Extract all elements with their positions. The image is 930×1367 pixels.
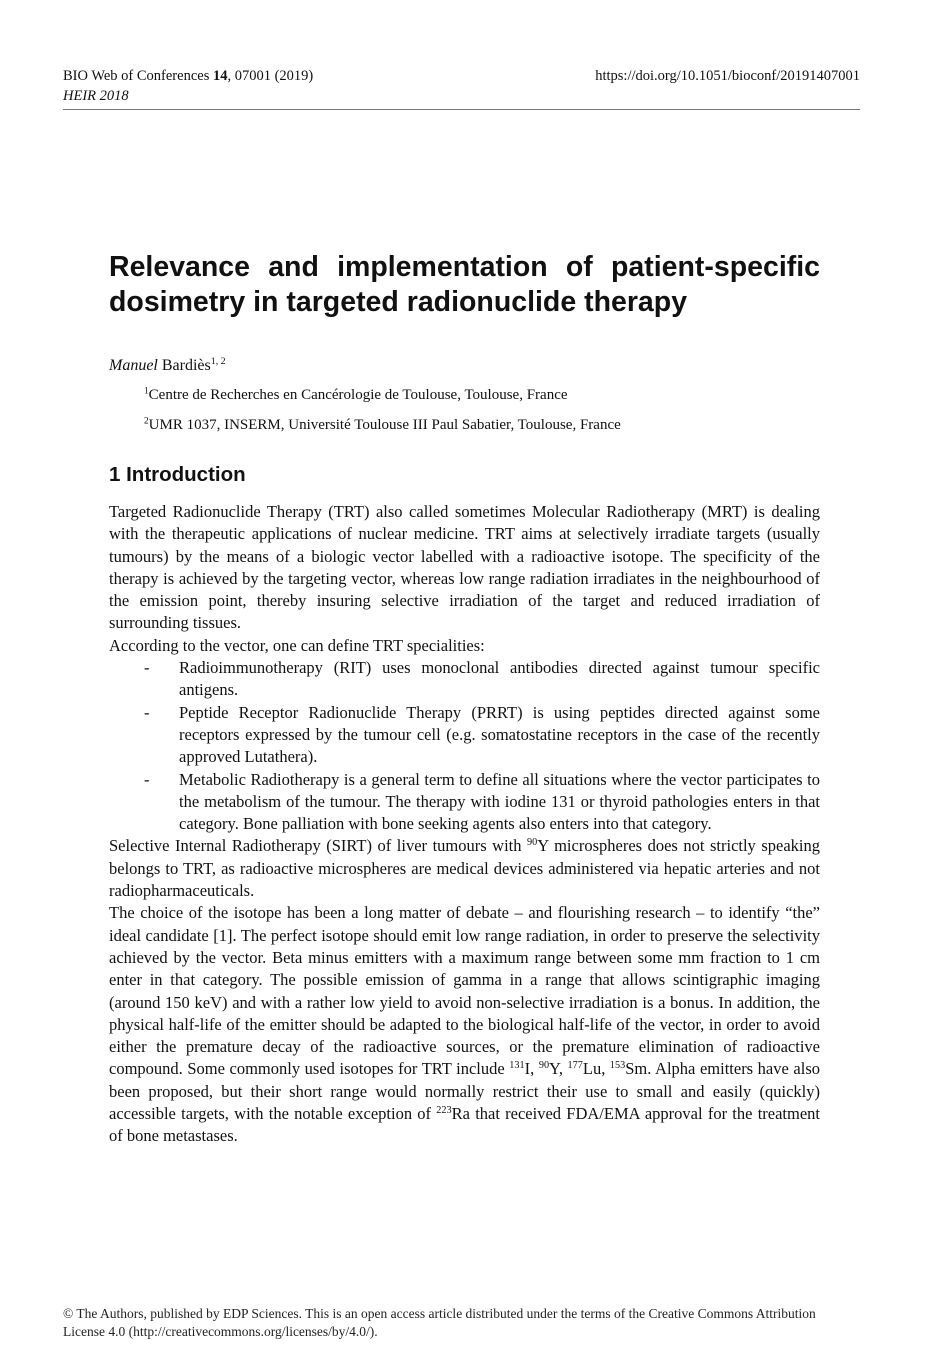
author-affiliation-marks: 1, 2 bbox=[210, 356, 226, 368]
paragraph-4-text: Sm. Alpha emitters have also been proposed, but their short range would normally restrict their use to small and easily (quickly) accessible targets, with the notable exception of bbox=[109, 1059, 820, 1124]
running-header bbox=[63, 66, 860, 106]
isotope-symbol: Y, bbox=[549, 1059, 568, 1079]
author-last-name: Bardiès bbox=[157, 357, 211, 374]
isotope-mass-number: 153 bbox=[609, 1060, 626, 1072]
affiliation-1 bbox=[144, 385, 820, 405]
conference-prefix: BIO Web of Conferences bbox=[63, 68, 213, 84]
affiliation-2-text: UMR 1037, INSERM, Université Toulouse III Paul Sabatier, Toulouse, France bbox=[148, 417, 621, 433]
doi-link[interactable]: https://doi.org/10.1051/bioconf/20191407001 bbox=[595, 68, 860, 84]
isotope-mass-number: 90 bbox=[538, 1060, 550, 1072]
paragraph-4 bbox=[109, 902, 820, 1147]
list-item-text: Peptide Receptor Radionuclide Therapy (PRRT) is using peptides directed against some receptors expressed by the tumour cell (e.g. somatostatine receptors in the case of the recently approved Lutathera). bbox=[179, 702, 820, 767]
paragraph-3 bbox=[109, 835, 820, 902]
list-item-text: Metabolic Radiotherapy is a general term to define all situations where the vector participates to the metabolism of the tumour. The therapy with iodine 131 or thyroid pathologies enters in that category. Bone palliation with bone seeking agents also enters into that category. bbox=[179, 769, 820, 834]
affiliation-2-mark: 2 bbox=[144, 416, 149, 427]
isotope-mass-number: 90 bbox=[527, 837, 538, 849]
list-item bbox=[109, 657, 820, 702]
volume-number: 14 bbox=[212, 68, 228, 84]
isotope-mass-number: 223 bbox=[436, 1104, 452, 1116]
list-item-text: Radioimmunotherapy (RIT) uses monoclonal antibodies directed against tumour specific antigens. bbox=[179, 658, 820, 700]
header-left bbox=[63, 66, 313, 106]
header-divider bbox=[63, 109, 860, 110]
isotope-mass-number: 131 bbox=[509, 1060, 525, 1072]
event-name: HEIR 2018 bbox=[63, 88, 129, 104]
list-item bbox=[109, 702, 820, 769]
bullet-dash: - bbox=[144, 702, 150, 722]
paragraph-1: Targeted Radionuclide Therapy (TRT) also called sometimes Molecular Radiotherapy (MRT) is dealing with the therapeutic applications of nuclear medicine. TRT aims at selectively irradiate targets (usually tumours) by the means of a biologic vector labelled with a radioactive isotope. The specificity of the therapy is achieved by the targeting vector, whereas low range radiation irradiates in the neighbourhood of the emission point, thereby insuring selective irradiation of the target and reduced irradiation of surrounding tissues. bbox=[109, 502, 820, 633]
list-item bbox=[109, 769, 820, 836]
author-first-name: Manuel bbox=[109, 357, 158, 374]
affiliations bbox=[109, 385, 820, 435]
conference-citation bbox=[63, 66, 313, 86]
author-line bbox=[109, 356, 820, 376]
isotope-symbol: Lu, bbox=[582, 1059, 610, 1079]
license-footer: © The Authors, published by EDP Sciences. This is an open access article distributed under the terms of the Creative Commons Attribution License 4.0 (http://creativecommons.org/licenses/by/4.0/). bbox=[63, 1306, 816, 1339]
paragraph-3-text: Y microspheres does not strictly speaking belongs to TRT, as radioactive microspheres are medical devices administered via hepatic arteries and not radiopharmaceuticals. bbox=[109, 836, 820, 901]
conference-suffix: , 07001 (2019) bbox=[227, 68, 314, 84]
section-text bbox=[109, 501, 820, 1148]
paragraph-4-text: Ra that received FDA/EMA approval for the treatment of bone metastases. bbox=[109, 1104, 820, 1146]
bullet-dash: - bbox=[144, 769, 150, 789]
bullet-dash: - bbox=[144, 658, 150, 678]
affiliation-1-text: Centre de Recherches en Cancérologie de Toulouse, Toulouse, France bbox=[148, 387, 568, 403]
article-body bbox=[109, 250, 820, 1148]
affiliation-1-mark: 1 bbox=[144, 386, 149, 397]
affiliation-2 bbox=[144, 415, 820, 435]
isotope-symbol: I, bbox=[524, 1059, 539, 1079]
article-title: Relevance and implementation of patient-specific dosimetry in targeted radionuclide therapy bbox=[109, 251, 820, 318]
speciality-list bbox=[109, 657, 820, 835]
paragraph-2: According to the vector, one can define TRT specialities: bbox=[109, 635, 485, 655]
paragraph-4-text: The choice of the isotope has been a long matter of debate – and flourishing research – to identify “the” ideal candidate [1]. The perfect isotope should emit low range radiation, in order to preserve the selectivity achieved by the vector. Beta minus emitters with a maximum range between some mm fraction to 1 cm enter in that category. The possible emission of gamma in a range that allows scintigraphic imaging (around 150 keV) and with a rather low yield to avoid non-selective irradiation is a bonus. In addition, the physical half-life of the emitter should be adapted to the biological half-life of the vector, in order to avoid either the premature decay of the radioactive sources, or the premature elimination of radioactive compound. Some commonly used isotopes for TRT include bbox=[109, 903, 820, 1079]
isotope-mass-number: 177 bbox=[567, 1060, 583, 1072]
paragraph-3-text: Selective Internal Radiotherapy (SIRT) of liver tumours with bbox=[109, 836, 528, 856]
section-heading: 1 Introduction bbox=[109, 463, 246, 486]
